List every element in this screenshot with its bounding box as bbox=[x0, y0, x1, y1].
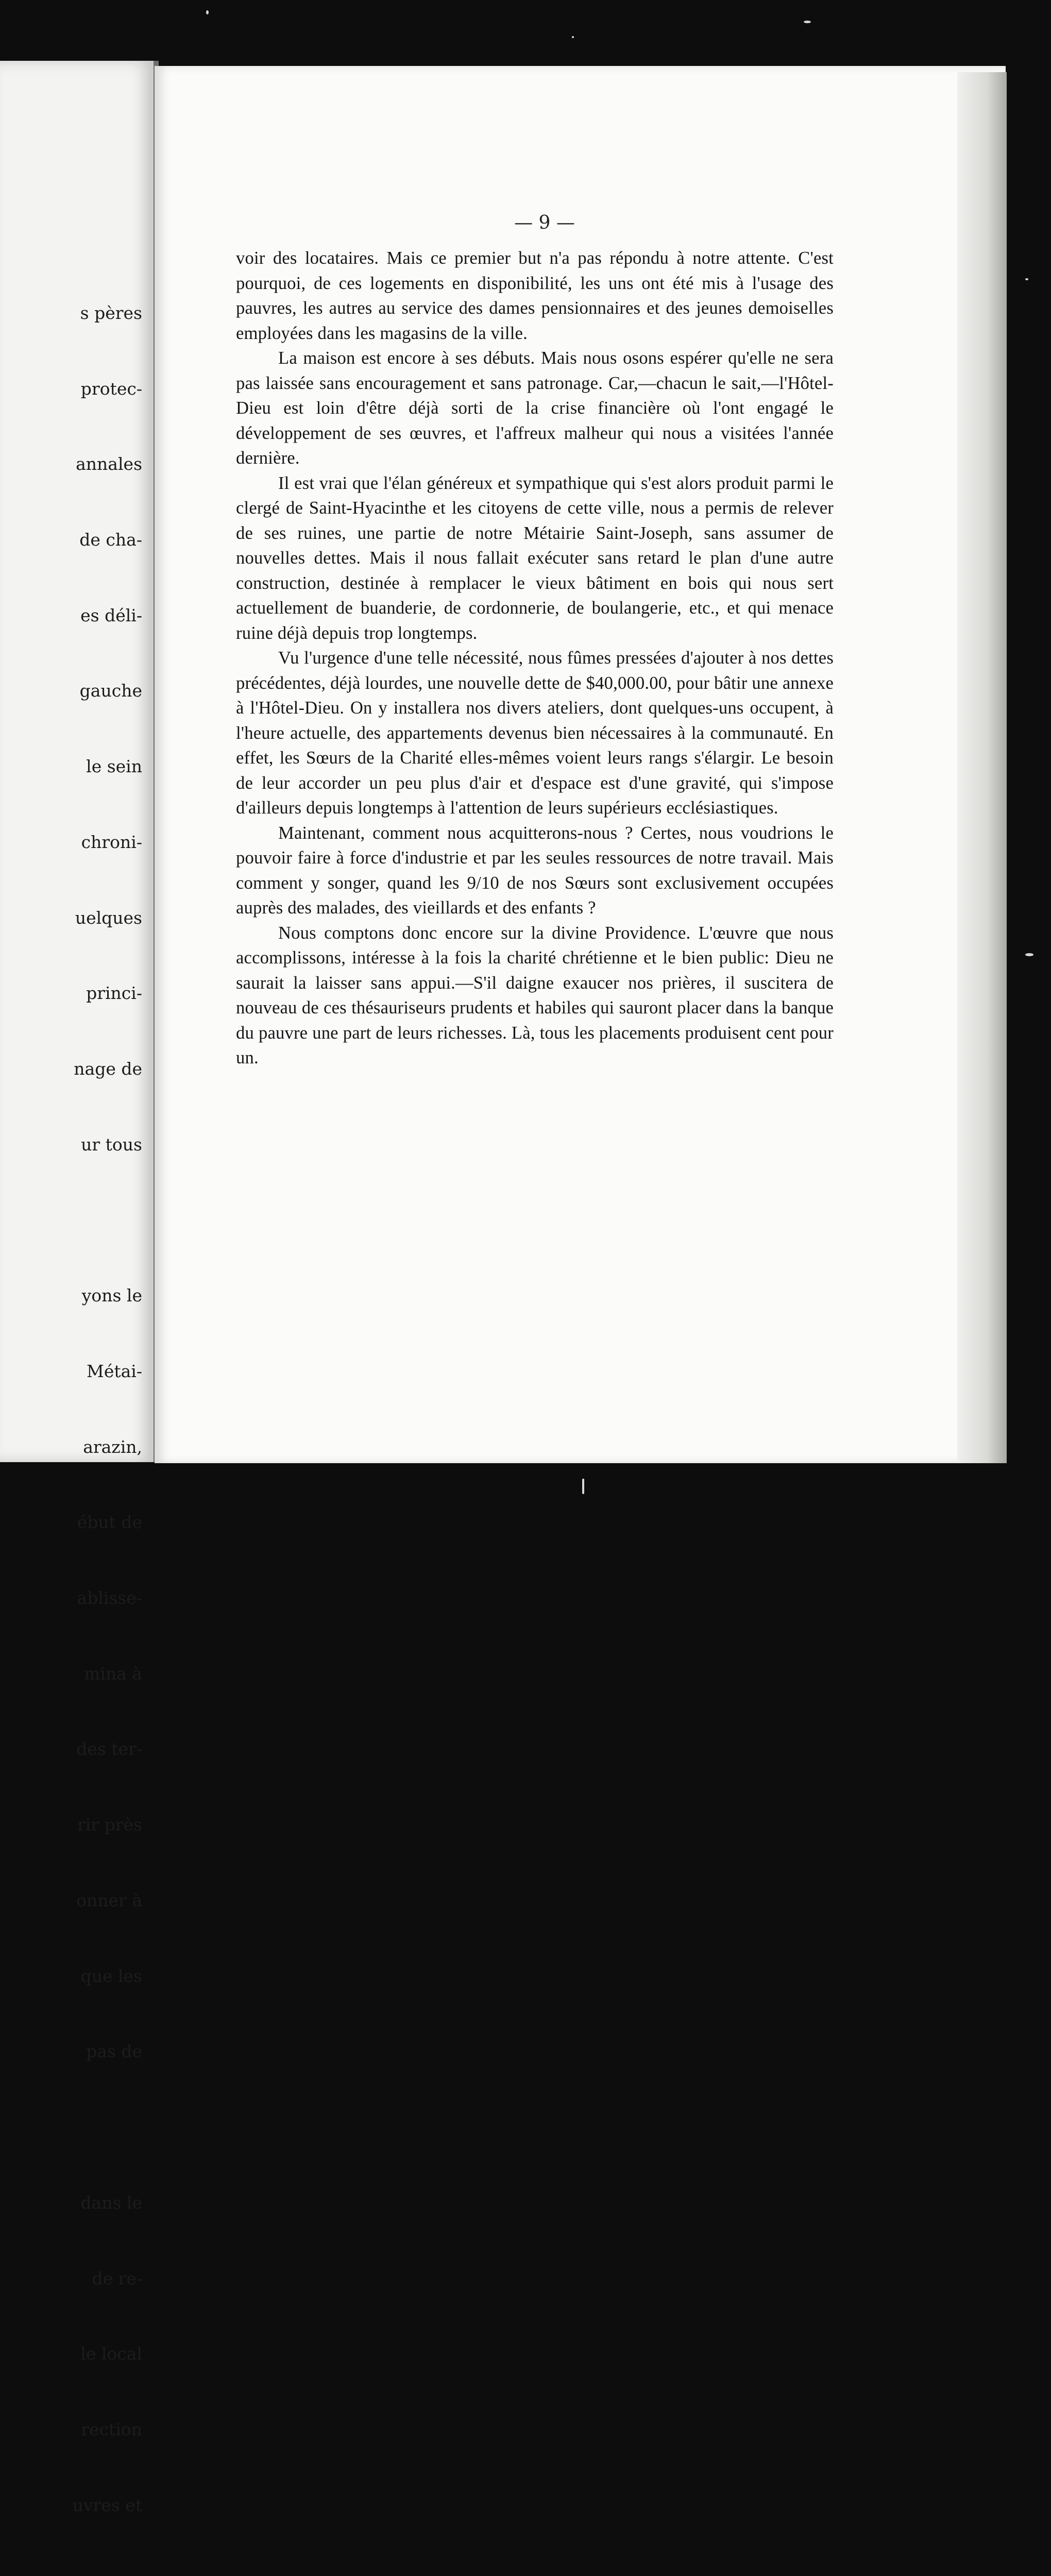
left-line bbox=[73, 2568, 142, 2576]
left-line: gauche bbox=[79, 681, 142, 701]
left-line: uvres et bbox=[72, 2495, 142, 2515]
page-number: — 9 — bbox=[514, 212, 575, 233]
page-edge bbox=[957, 72, 1007, 1463]
paragraph: Vu l'urgence d'une telle nécessité, nous fûmes pressées d'ajouter à nos dettes précédentes, déjà lourdes, une nouvelle dette de $40,000.00, pour bâtir une annexe à l'Hôtel-Dieu. On y installera nos divers ateliers, dont quelques-uns occupent, à l'heure actuelle, des appartements devenus bien nécessaires à la communauté. En effet, les Sœurs de la Charité elles-mêmes voient leurs rangs s'élargir. Le besoin de leur accorder un peu plus d'air et d'espace est d'une gravité, qui s'impose d'ailleurs depuis longtemps à l'attention de leurs supérieurs ecclésiastiques. bbox=[236, 648, 834, 818]
left-line bbox=[73, 1208, 142, 1233]
left-line: de cha- bbox=[79, 529, 142, 550]
left-line: onner à bbox=[76, 1890, 142, 1910]
left-line: nage de bbox=[74, 1059, 142, 1079]
left-line: yons le bbox=[81, 1285, 142, 1306]
left-page-text bbox=[73, 250, 142, 2576]
left-line: es déli- bbox=[80, 605, 142, 625]
scan-speck bbox=[582, 1479, 584, 1494]
left-line: mina à bbox=[84, 1663, 142, 1684]
left-page bbox=[0, 61, 159, 2515]
left-line: protec- bbox=[80, 378, 142, 399]
left-line: des ter- bbox=[76, 1739, 142, 1759]
left-line: le local bbox=[80, 2344, 142, 2364]
left-line: pas de bbox=[86, 2041, 142, 2062]
scan-speck bbox=[804, 21, 811, 23]
left-line: que les bbox=[80, 1965, 142, 1986]
left-line: ébut de bbox=[77, 1512, 142, 1533]
scan-speck bbox=[206, 10, 209, 14]
left-line: s pères bbox=[80, 302, 142, 323]
left-line: dans le bbox=[80, 2192, 142, 2213]
left-line: chroni- bbox=[81, 832, 142, 852]
paragraph: Maintenant, comment nous acquitterons-nous ? Certes, nous voudrions le pouvoir faire à force d'industrie et par les seules ressources de notre travail. Mais comment y songer, quand les 9/10 de nos Sœurs sont exclusivement occupées auprès des malades, des vieillards et des enfants ? bbox=[236, 823, 834, 918]
left-line: le sein bbox=[86, 756, 142, 777]
left-line bbox=[73, 2115, 142, 2140]
left-line: arazin, bbox=[83, 1436, 142, 1457]
left-line: annales bbox=[76, 454, 142, 474]
body-text bbox=[236, 246, 834, 1071]
paragraph: Il est vrai que l'élan généreux et sympathique qui s'est alors produit parmi le clergé de Saint-Hyacinthe et les citoyens de cette ville, nous a permis de relever de ses ruines, une partie de notre Métairie Saint-Joseph, sans assumer de nouvelles dettes. Mais il nous fallait exécuter sans retard le plan d'une autre construction, destinée à remplacer le vieux bâtiment en bois qui nous sert actuellement de buanderie, de cordonnerie, de boulangerie, etc., et qui menace ruine déjà depuis trop longtemps. bbox=[236, 473, 834, 643]
left-line: ablisse- bbox=[77, 1588, 142, 1608]
scan-speck bbox=[1025, 953, 1033, 956]
left-line: rection bbox=[81, 2419, 142, 2439]
left-line: rir près bbox=[77, 1815, 142, 1835]
left-line: ur tous bbox=[81, 1134, 142, 1155]
scan-speck bbox=[1025, 278, 1028, 280]
left-line: princi- bbox=[86, 983, 142, 1004]
left-line: uelques bbox=[75, 907, 142, 928]
paragraph: Nous comptons donc encore sur la divine Providence. L'œuvre que nous accomplissons, intéresse à la fois la charité chrétienne et le bien public: Dieu ne saurait la laisser sans appui.—S'il daigne exaucer nos prières, il suscitera de nouveau de ces thésauriseurs prudents et habiles qui sauront placer dans la banque du pauvre une part de leurs richesses. Là, tous les placements produisent cent pour un. bbox=[236, 923, 834, 1067]
paragraph: La maison est encore à ses débuts. Mais nous osons espérer qu'elle ne sera pas laissée sans encouragement et sans patronage. Car,—chacun le sait,—l'Hôtel-Dieu est loin d'être déjà sorti de la crise financière où l'ont engagé le développement de ses œuvres, et l'affreux malheur qui nous a visitées l'année dernière. bbox=[236, 348, 834, 468]
left-line: de re- bbox=[92, 2268, 142, 2289]
scan-speck bbox=[572, 36, 574, 38]
left-line: Métai- bbox=[87, 1361, 142, 1381]
paragraph: voir des locataires. Mais ce premier but n'a pas répondu à notre attente. C'est pourquoi, de ces logements en disponibilité, les uns ont été mis à l'usage des pauvres, les autres au service des dames pensionnaires et des jeunes demoiselles employées dans les magasins de la ville. bbox=[236, 248, 834, 343]
